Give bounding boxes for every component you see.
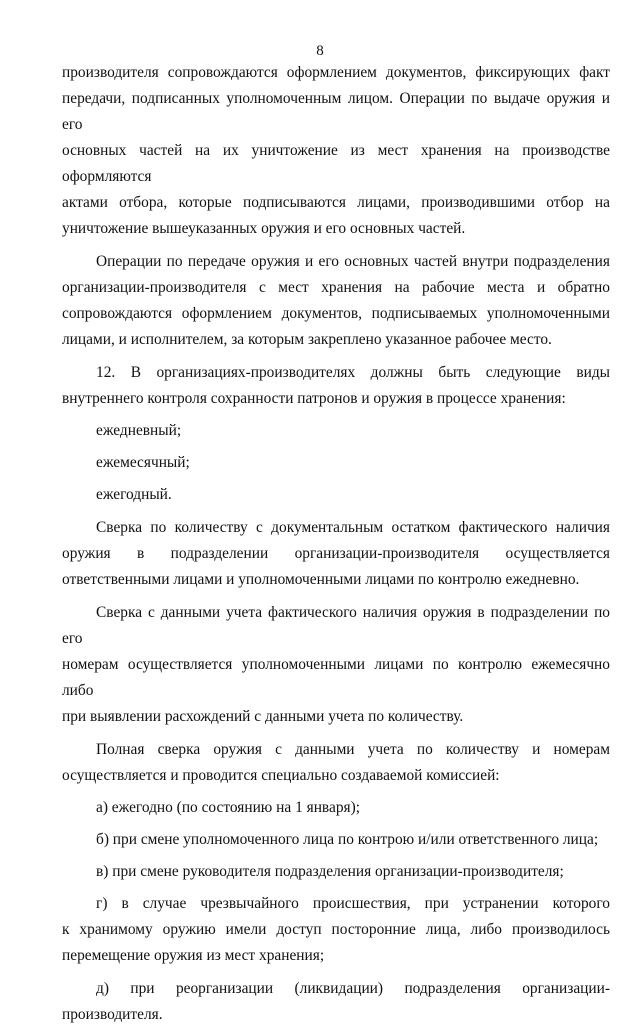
text-line: ответственными лицами и уполномоченными лицами по контролю ежедневно. xyxy=(62,571,580,588)
text-line: при выявлении расхождений с данными учета по количеству. xyxy=(62,708,464,725)
document-body xyxy=(62,60,610,1028)
text-line: организации-производителя с мест хранения на рабочие места и обратно xyxy=(62,279,610,296)
text-line: основных частей на их уничтожение из мест хранения на производстве оформляются xyxy=(62,142,610,185)
text-line: к хранимому оружию имели доступ посторонние лица, либо производилось xyxy=(62,921,610,938)
text-line: производителя. xyxy=(62,1006,163,1023)
list-item: ежемесячный; xyxy=(96,454,190,471)
list-item: в) при смене руководителя подразделения организации-производителя; xyxy=(96,863,564,880)
text-line: Полная сверка оружия с данными учета по количеству и номерам xyxy=(96,741,610,758)
text-line: Сверка по количеству с документальным остатком фактического наличия xyxy=(96,519,610,536)
list-item: б) при смене уполномоченного лица по контрою и/или ответственного лица; xyxy=(96,831,599,848)
text-line: внутреннего контроля сохранности патронов и оружия в процессе хранения: xyxy=(62,390,566,407)
page-number: 8 xyxy=(316,43,324,59)
text-line: уничтожение вышеуказанных оружия и его основных частей. xyxy=(62,220,466,237)
text-line: Операции по передаче оружия и его основных частей внутри подразделения xyxy=(96,253,610,270)
list-item: д) при реорганизации (ликвидации) подразделения организации- xyxy=(96,980,610,997)
text-line: актами отбора, которые подписываются лицами, производившими отбор на xyxy=(62,194,610,211)
text-line: передачи, подписанных уполномоченным лицом. Операции по выдаче оружия и его xyxy=(62,90,610,133)
list-item: г) в случае чрезвычайного происшествия, при устранении которого xyxy=(96,895,610,912)
list-item: а) ежегодно (по состоянию на 1 января); xyxy=(96,799,360,816)
text-line: номерам осуществляется уполномоченными лицами по контролю ежемесячно либо xyxy=(62,656,610,699)
text-line: сопровождаются оформлением документов, подписываемых уполномоченными xyxy=(62,305,610,322)
text-line: оружия в подразделении организации-производителя осуществляется xyxy=(62,545,610,562)
text-line: перемещение оружия из мест хранения; xyxy=(62,947,325,964)
list-item: ежегодный. xyxy=(96,486,172,503)
text-line: лицами, и исполнителем, за которым закреплено указанное рабочее место. xyxy=(62,331,552,348)
text-line: 12. В организациях-производителях должны быть следующие виды xyxy=(96,364,610,381)
list-item: ежедневный; xyxy=(96,422,182,439)
text-line: осуществляется и проводится специально создаваемой комиссией: xyxy=(62,767,500,784)
text-line: Сверка с данными учета фактического наличия оружия в подразделении по его xyxy=(62,604,610,647)
text-line: производителя сопровождаются оформлением документов, фиксирующих факт xyxy=(62,64,610,81)
